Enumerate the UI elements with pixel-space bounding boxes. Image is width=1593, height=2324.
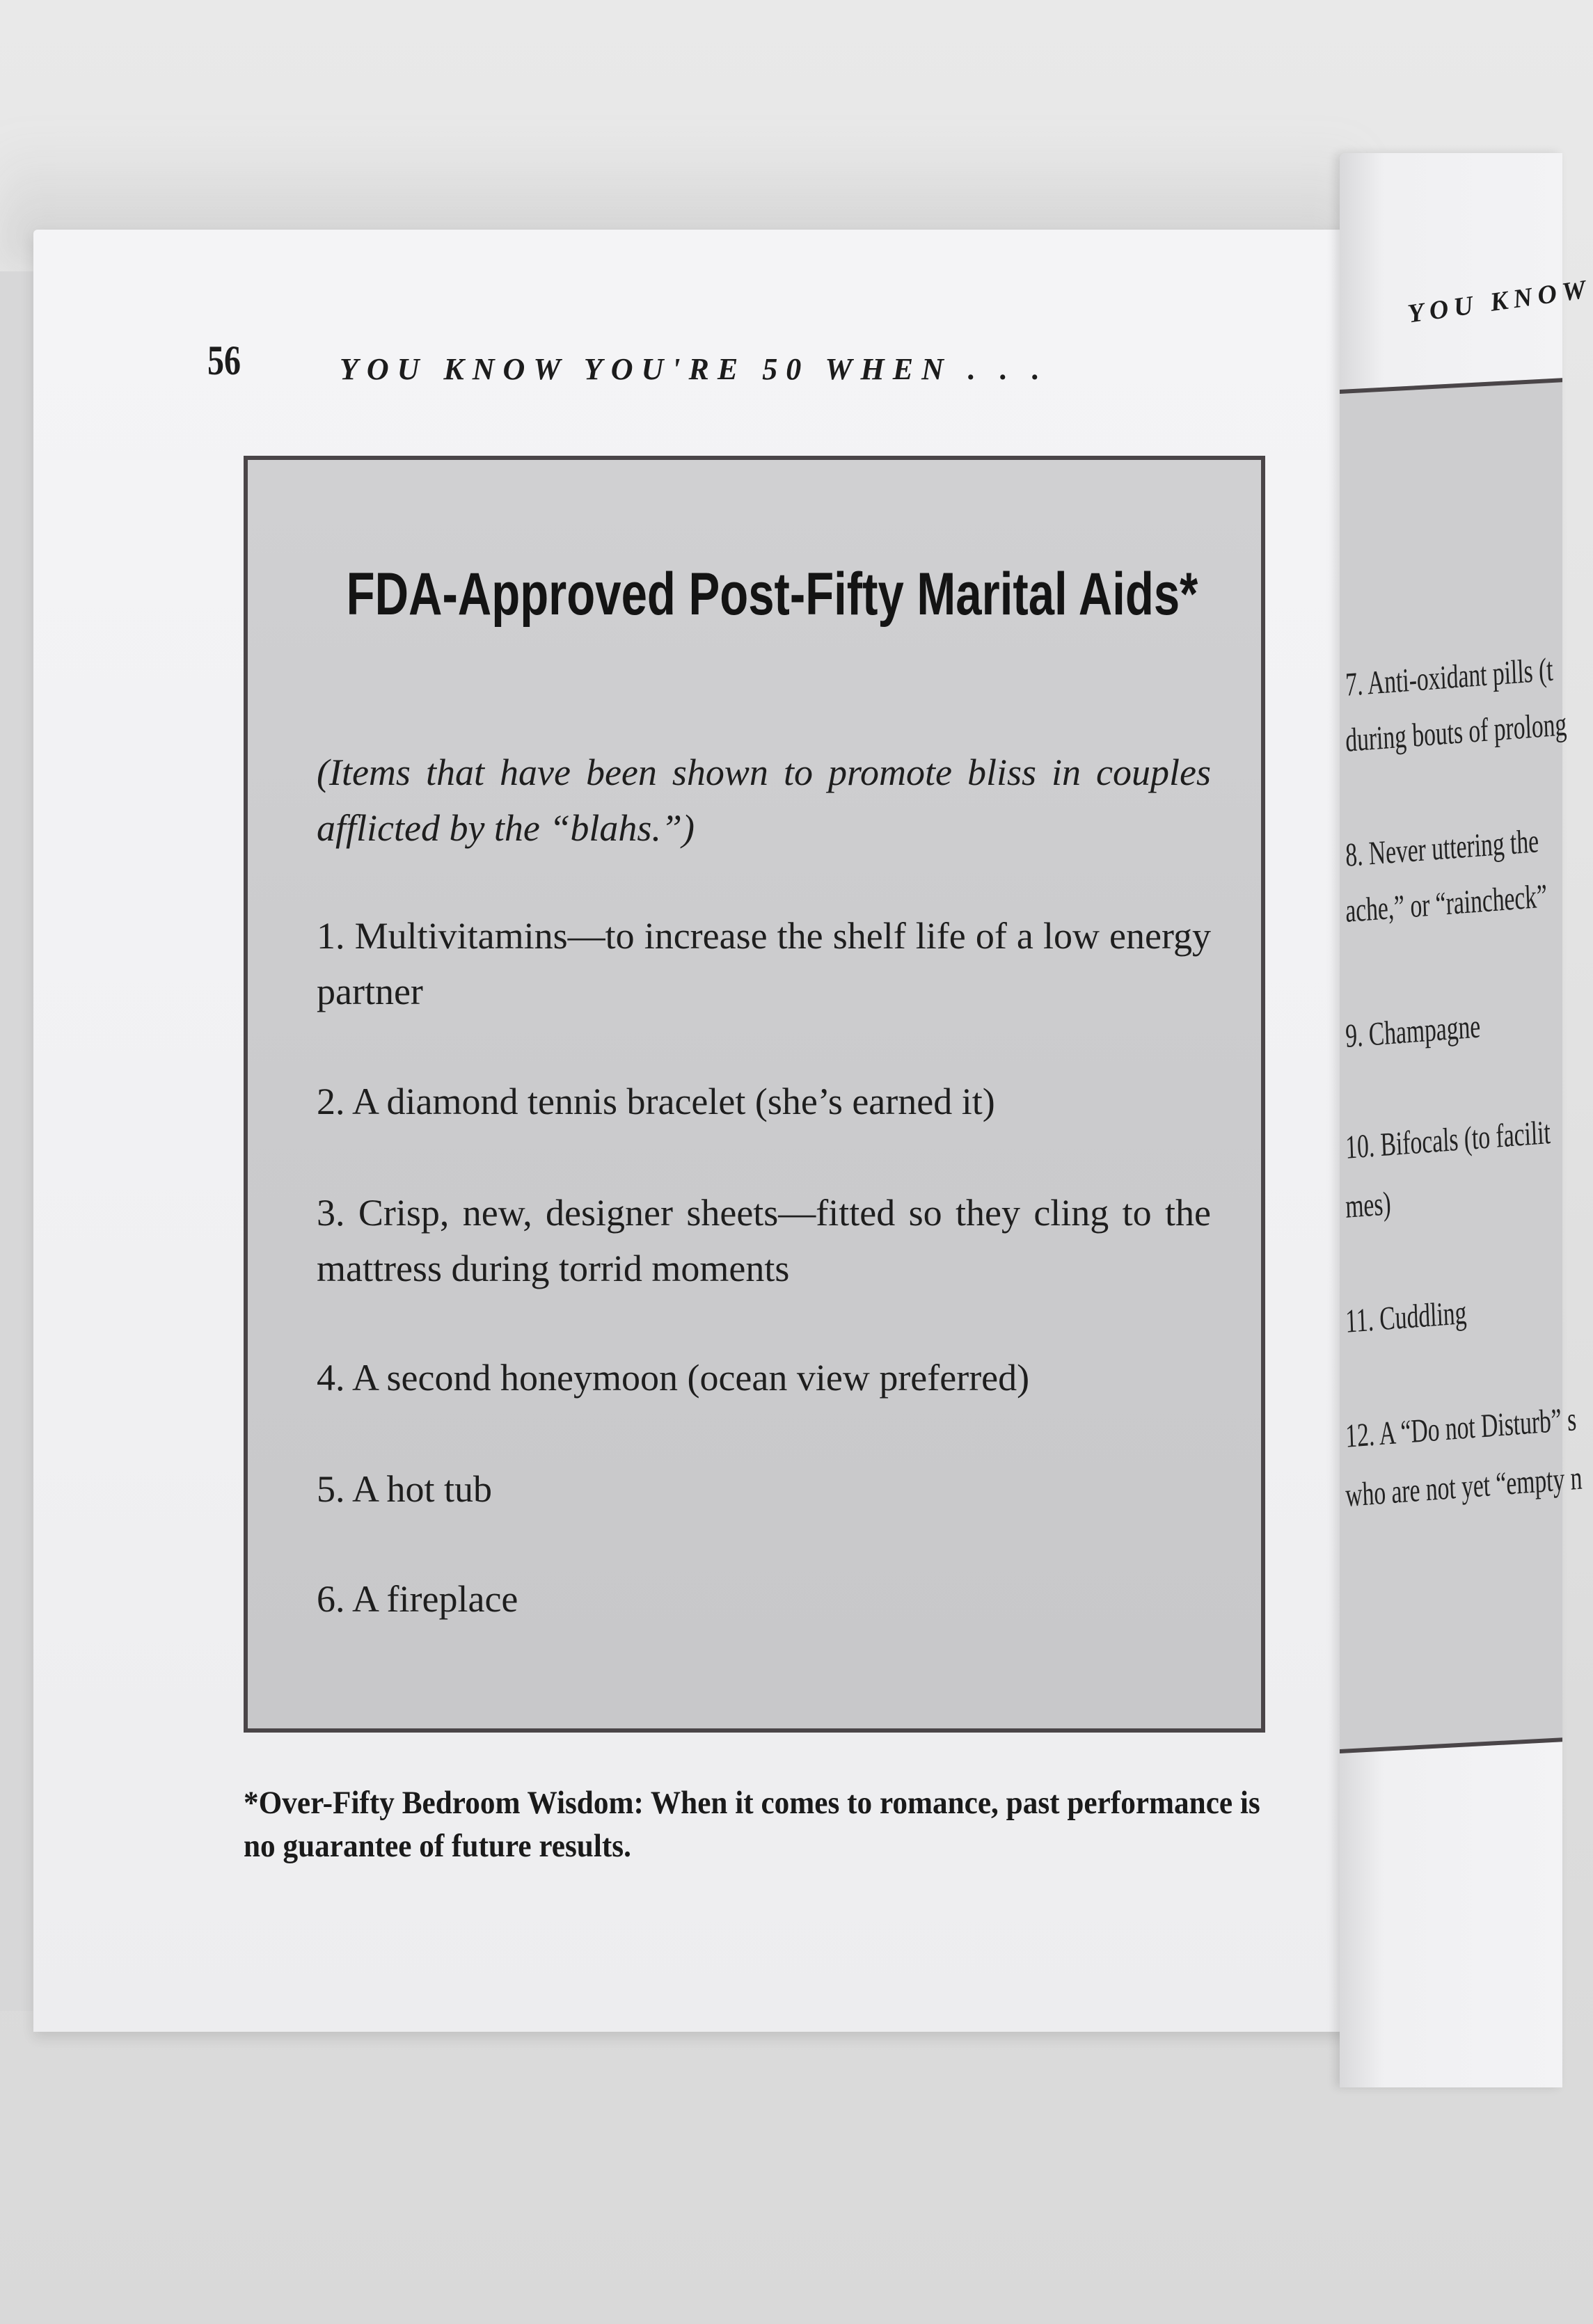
right-list-line: during bouts of prolong — [1345, 706, 1568, 759]
right-list-line: 7. Anti-oxidant pills (t — [1345, 651, 1554, 703]
right-list-line: mes) — [1345, 1185, 1392, 1225]
box-title: FDA-Approved Post-Fifty Marital Aids* — [346, 561, 1198, 628]
list-item: 6. A fireplace — [317, 1578, 518, 1620]
list-item: 2. A diamond tennis bracelet (she’s earned it) — [317, 1081, 995, 1122]
right-list-line: who are not yet “empty n — [1345, 1459, 1583, 1514]
list-item: 4. A second honeymoon (ocean view preferred) — [317, 1357, 1030, 1399]
footnote — [244, 1781, 1274, 1868]
right-list-line: ache,” or “raincheck” — [1345, 877, 1548, 930]
right-list-line: 10. Bifocals (to facilit — [1345, 1113, 1551, 1166]
list-item: 3. Crisp, new, designer sheets—fitted so they cling to the mattress during torrid moments — [317, 1192, 1211, 1289]
footnote-text: *Over-Fifty Bedroom Wisdom: When it comes to romance, past performance is no guarantee of future results. — [244, 1785, 1260, 1864]
list-item: 5. A hot tub — [317, 1468, 493, 1510]
right-list-line: 12. A “Do not Disturb” s — [1345, 1401, 1578, 1455]
right-sidebar-box — [1340, 378, 1562, 1753]
running-head: YOU KNOW YOU'RE 50 WHEN . . . — [340, 352, 1048, 386]
right-running-head: YOU KNOW — [1406, 274, 1593, 329]
right-list-line: 8. Never uttering the — [1345, 822, 1539, 874]
page-number: 56 — [207, 337, 241, 383]
box-intro: (Items that have been shown to promote bliss in couples afflicted by the “blahs.”) — [317, 751, 1211, 849]
right-list-line: 9. Champagne — [1345, 1008, 1482, 1055]
right-list-line: 11. Cuddling — [1345, 1294, 1468, 1340]
list-item: 1. Multivitamins—to increase the shelf life of a low energy partner — [317, 915, 1211, 1012]
